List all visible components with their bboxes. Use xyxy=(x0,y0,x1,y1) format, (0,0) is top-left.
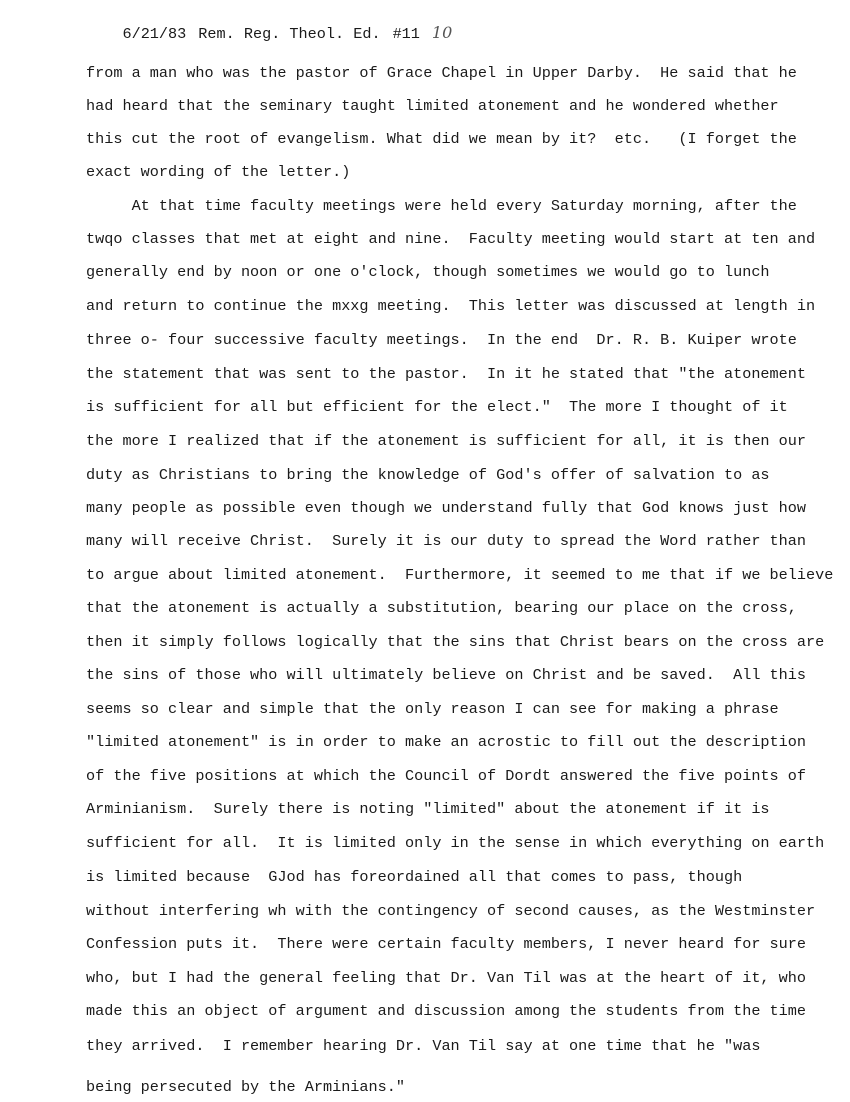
text-line: is sufficient for all but efficient for the elect." The more I thought of it xyxy=(86,398,788,416)
text-line: the statement that was sent to the pastor. In it he stated that "the atonement xyxy=(86,365,807,383)
text-line: exact wording of the letter.) xyxy=(86,163,351,181)
text-line: Confession puts it. There were certain faculty members, I never heard for sure xyxy=(86,935,807,953)
text-line: had heard that the seminary taught limited atonement and he wondered whether xyxy=(86,97,779,115)
text-line: of the five positions at which the Council of Dordt answered the five points of xyxy=(86,767,807,785)
text-line: made this an object of argument and discussion among the students from the time xyxy=(86,1002,807,1020)
text-line: the more I realized that if the atonement is sufficient for all, it is then our xyxy=(86,432,807,450)
text-line: many will receive Christ. Surely it is our duty to spread the Word rather than xyxy=(86,532,807,550)
text-line: "limited atonement" is in order to make an acrostic to fill out the description xyxy=(86,733,807,751)
text-line: many people as possible even though we understand fully that God knows just how xyxy=(86,499,807,517)
text-line: three o- four successive faculty meetings. In the end Dr. R. B. Kuiper wrote xyxy=(86,331,797,349)
text-line: twqo classes that met at eight and nine. Faculty meeting would start at ten and xyxy=(86,230,816,248)
header-title: Rem. Reg. Theol. Ed. xyxy=(198,25,381,43)
text-line: being persecuted by the Arminians." xyxy=(86,1078,405,1096)
text-line: the sins of those who will ultimately believe on Christ and be saved. All this xyxy=(86,666,807,684)
text-line: then it simply follows logically that the sins that Christ bears on the cross are xyxy=(86,633,825,651)
text-line: and return to continue the mxxg meeting. This letter was discussed at length in xyxy=(86,297,816,315)
text-line: that the atonement is actually a substitution, bearing our place on the cross, xyxy=(86,599,797,617)
text-line: who, but I had the general feeling that Dr. Van Til was at the heart of it, who xyxy=(86,969,807,987)
text-line: generally end by noon or one o'clock, though sometimes we would go to lunch xyxy=(86,263,770,281)
text-line: sufficient for all. It is limited only in the sense in which everything on earth xyxy=(86,834,825,852)
text-line: Arminianism. Surely there is noting "limited" about the atonement if it is xyxy=(86,800,770,818)
text-line: At that time faculty meetings were held every Saturday morning, after the xyxy=(86,197,797,215)
text-line: seems so clear and simple that the only reason I can see for making a phrase xyxy=(86,700,779,718)
page-header xyxy=(86,0,464,43)
header-page-mark: #11 xyxy=(392,25,420,43)
text-line: from a man who was the pastor of Grace Chapel in Upper Darby. He said that he xyxy=(86,64,797,82)
header-date: 6/21/83 xyxy=(122,25,187,43)
text-line: duty as Christians to bring the knowledge of God's offer of salvation to as xyxy=(86,466,770,484)
text-line: to argue about limited atonement. Furthermore, it seemed to me that if we believe xyxy=(86,566,834,584)
text-line: they arrived. I remember hearing Dr. Van Til say at one time that he "was xyxy=(86,1037,761,1055)
handwritten-page-number: 10 xyxy=(431,23,453,42)
text-line: without interfering wh with the contingency of second causes, as the Westminster xyxy=(86,902,816,920)
text-line: is limited because GJod has foreordained all that comes to pass, though xyxy=(86,868,743,886)
text-line: this cut the root of evangelism. What did we mean by it? etc. (I forget the xyxy=(86,130,797,148)
